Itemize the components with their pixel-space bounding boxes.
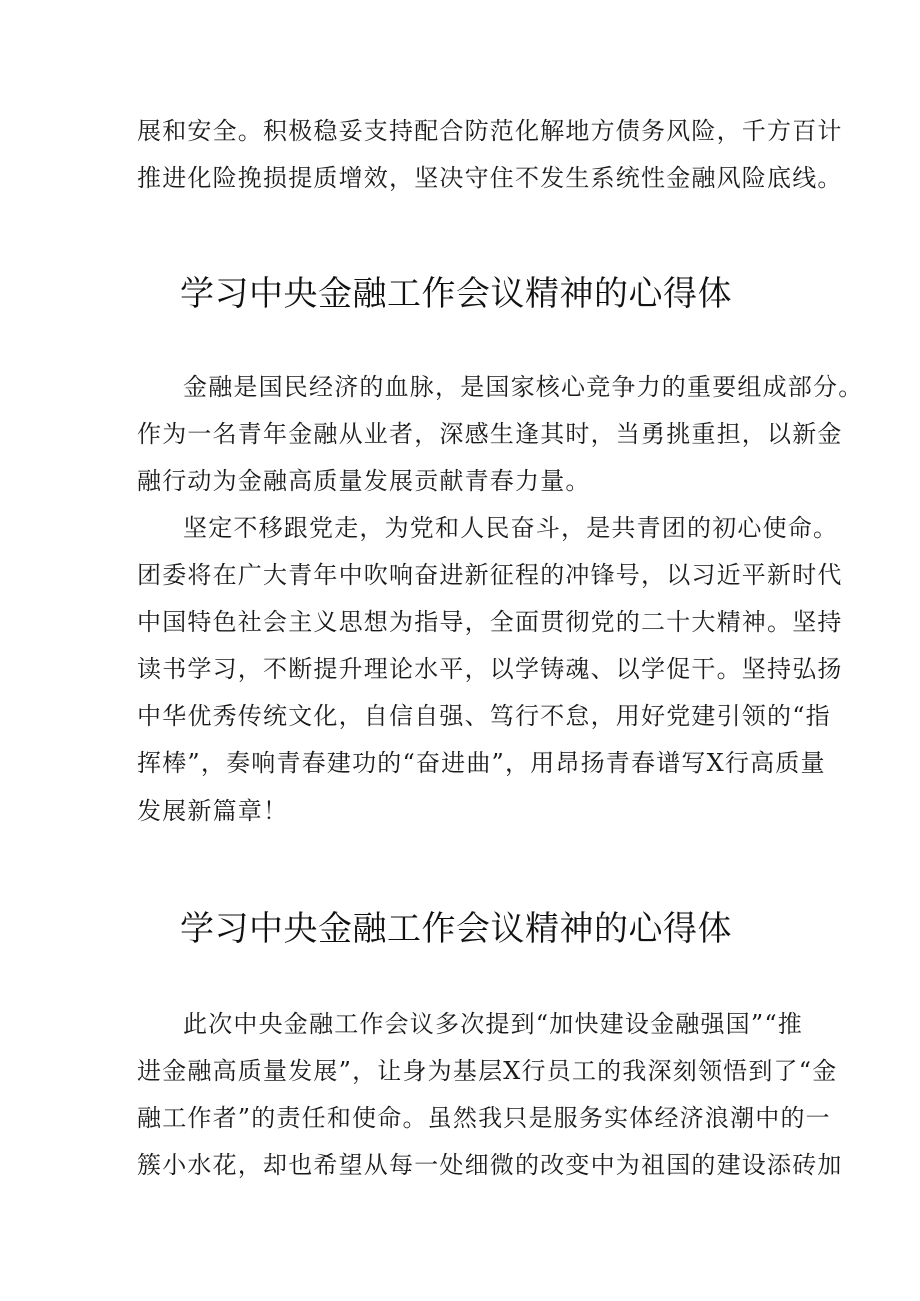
section-heading: 学习中央金融工作会议精神的心得体 (180, 274, 732, 314)
paragraph-line: 簇小水花，却也希望从每一处细微的改变中为祖国的建设添砖加 (137, 1151, 843, 1179)
paragraph-line: 中国特色社会主义思想为指导，全面贯彻党的二十大精神。坚持 (137, 608, 843, 636)
paragraph-line: 此次中央金融工作会议多次提到“加快建设金融强国”“推 (183, 1010, 804, 1038)
paragraph-line: 作为一名青年金融从业者，深感生逢其时，当勇挑重担，以新金 (137, 420, 843, 448)
paragraph-line: 融行动为金融高质量发展贡献青春力量。 (137, 467, 591, 495)
paragraph-line: 挥棒”，奏响青春建功的“奋进曲”，用昂扬青春谱写X行高质量 (137, 749, 826, 777)
paragraph-line: 读书学习，不断提升理论水平，以学铸魂、以学促干。坚持弘扬 (137, 655, 843, 683)
paragraph-line: 进金融高质量发展”，让身为基层X行员工的我深刻领悟到了“金 (137, 1057, 838, 1085)
paragraph-line: 团委将在广大青年中吹响奋进新征程的冲锋号，以习近平新时代 (137, 561, 843, 589)
paragraph-line: 展和安全。积极稳妥支持配合防范化解地方债务风险，千方百计 (137, 117, 843, 145)
section-heading: 学习中央金融工作会议精神的心得体 (180, 909, 732, 949)
paragraph-line: 推进化险挽损提质增效，坚决守住不发生系统性金融风险底线。 (137, 164, 843, 192)
paragraph-line: 坚定不移跟党走，为党和人民奋斗，是共青团的初心使命。 (183, 514, 839, 542)
paragraph-line: 金融是国民经济的血脉，是国家核心竞争力的重要组成部分。 (183, 373, 864, 401)
paragraph-line: 融工作者”的责任和使命。虽然我只是服务实体经济浪潮中的一 (137, 1104, 831, 1132)
paragraph-line: 发展新篇章！ (137, 797, 289, 825)
paragraph-line: 中华优秀传统文化，自信自强、笃行不怠，用好党建引领的“指 (137, 702, 831, 730)
